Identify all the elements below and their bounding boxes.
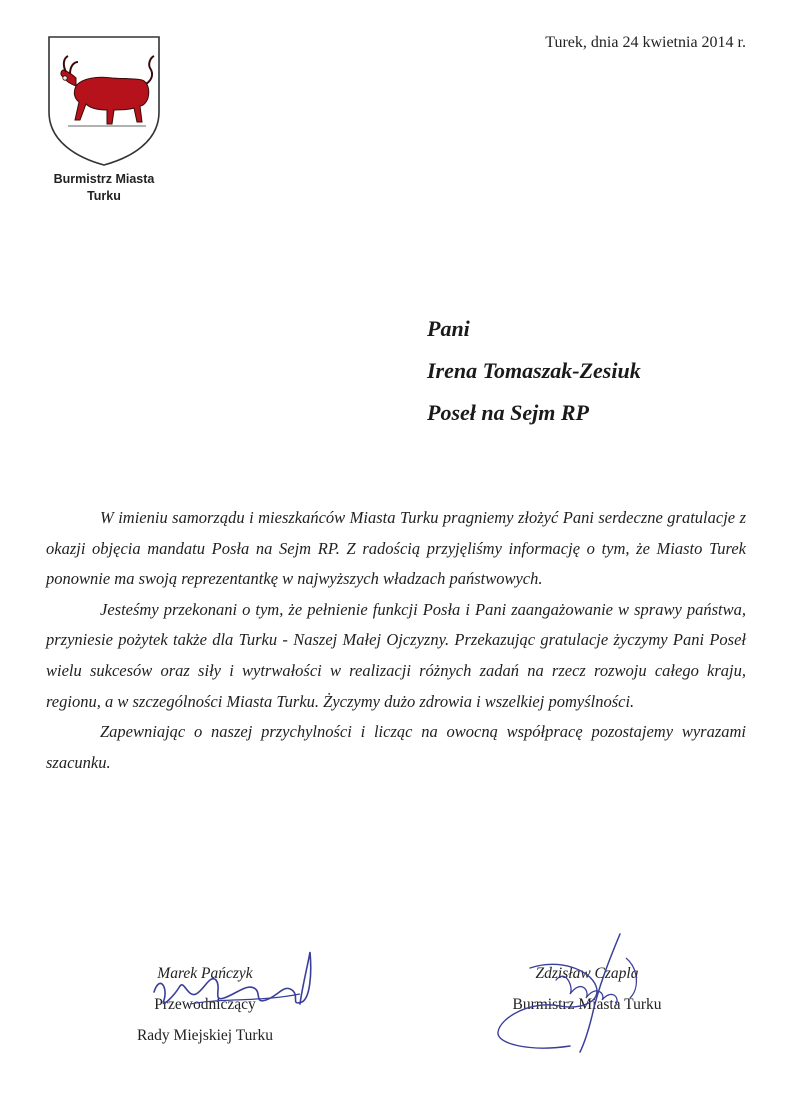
addressee-title: Poseł na Sejm RP [427,400,589,425]
signatory-role-left-2: Rady Miejskiej Turku [136,1027,274,1044]
addressee-block [427,308,641,434]
office-name [38,171,170,205]
signatory-name-left: Marek Pańczyk [157,965,253,982]
letter-body [46,503,746,778]
signature-block-right [492,958,682,1020]
body-paragraph-2: Jesteśmy przekonani o tym, że pełnienie funkcji Posła i Pani zaangażowanie w sprawy państwa, przyniesie pożytek także dla Turku - Naszej Małej Ojczyzny. Przekazując gratulacje życzymy Pani Poseł wielu sukcesów oraz siły i wytrwałości w realizacji różnych zadań na rzecz rozwoju całego kraju, regionu, a w szczególności Miasta Turku. Życzymy dużo zdrowia i wszelkiej pomyślności. [46,599,746,711]
signature-block-left [110,958,300,1051]
signatory-role-right-1: Burmistrz Miasta Turku [512,996,662,1013]
signatory-role-left-1: Przewodniczący [154,996,256,1013]
red-bull-coat-of-arms-icon [46,34,162,168]
body-paragraph-1: W imieniu samorządu i mieszkańców Miasta Turku pragniemy złożyć Pani serdeczne gratulacje z okazji objęcia mandatu Posła na Sejm RP. Z radością przyjęliśmy informację o tym, że Miasto Turek ponownie ma swoją reprezentantkę w najwyższych władzach państwowych. [46,508,746,589]
addressee-name: Irena Tomaszak-Zesiuk [427,358,641,383]
addressee-salutation: Pani [427,316,470,341]
office-line-1: Burmistrz Miasta [53,172,155,186]
signatory-name-right: Zdzisław Czapla [535,965,639,982]
office-line-2: Turku [87,189,121,203]
coat-of-arms-svg [46,34,162,168]
date-line: Turek, dnia 24 kwietnia 2014 r. [545,34,746,51]
body-paragraph-3: Zapewniając o naszej przychylności i licząc na owocną współpracę pozostajemy wyrazami szacunku. [46,722,746,772]
